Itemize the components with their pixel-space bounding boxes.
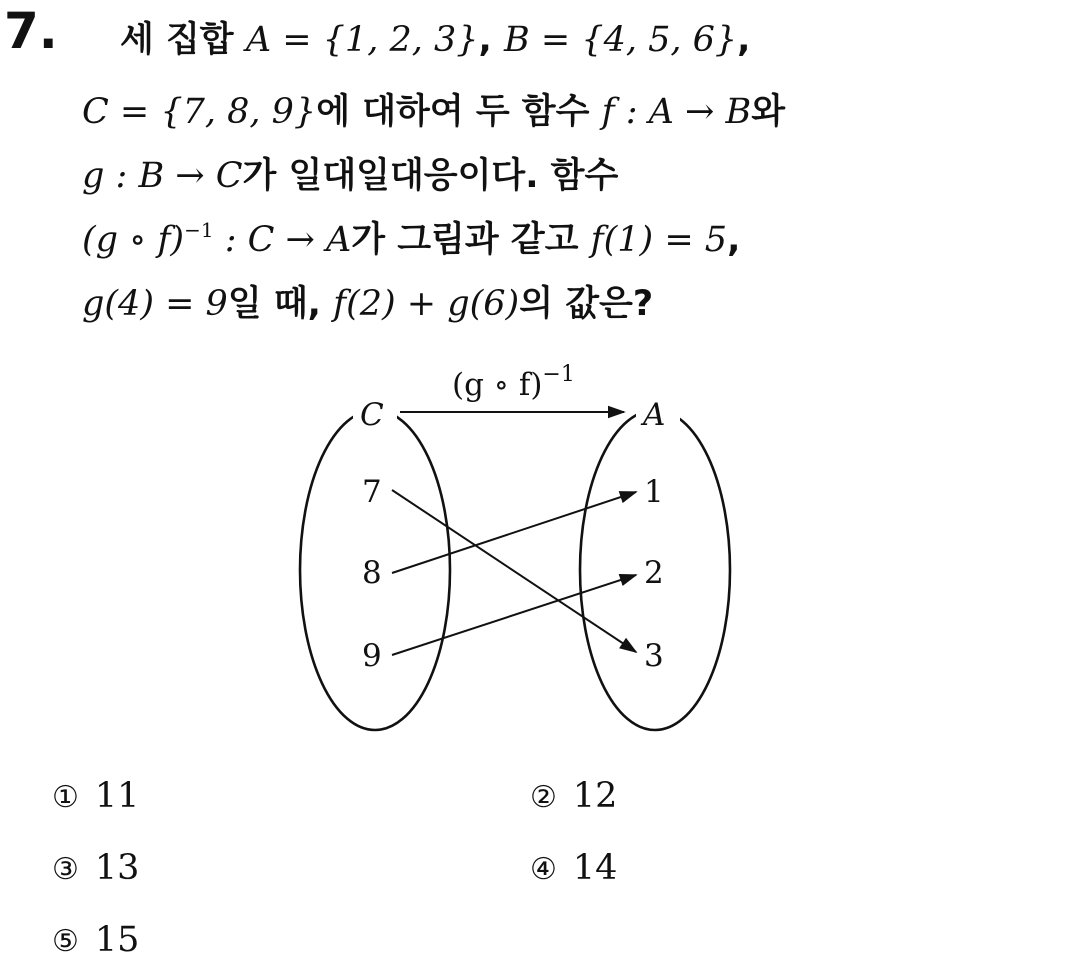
math: B = {4, 5, 6} xyxy=(504,20,738,60)
math: f(2) + g(6) xyxy=(333,284,520,324)
math: f : A → B xyxy=(601,92,752,132)
element-1: 1 xyxy=(644,474,664,510)
choice-1[interactable] xyxy=(52,776,139,816)
math: g : B → C xyxy=(82,156,243,196)
math: : C → A xyxy=(213,220,352,260)
set-c-name: C xyxy=(360,397,384,433)
choice-4[interactable] xyxy=(530,848,617,888)
text: , xyxy=(737,20,751,60)
choice-value: 12 xyxy=(572,776,618,816)
choice-5[interactable] xyxy=(52,920,139,960)
math: g(4) = 9 xyxy=(82,284,228,324)
text: 에 대하여 두 함수 xyxy=(316,92,602,132)
choice-value: 14 xyxy=(572,848,618,888)
choice-value: 15 xyxy=(94,920,140,960)
choice-2[interactable] xyxy=(530,776,617,816)
element-3: 3 xyxy=(644,638,664,674)
choice-mark: ② xyxy=(530,780,557,815)
element-9: 9 xyxy=(362,638,382,674)
text: 가 일대일대응이다. 함수 xyxy=(242,156,619,196)
element-2: 2 xyxy=(644,555,664,591)
choice-mark: ④ xyxy=(530,852,557,887)
choice-mark: ⑤ xyxy=(52,924,79,959)
choice-3[interactable] xyxy=(52,848,139,888)
text: , xyxy=(727,220,741,260)
math: (g ∘ f) xyxy=(82,220,185,260)
text: 일 때, xyxy=(227,284,334,324)
choice-mark: ① xyxy=(52,780,79,815)
element-8: 8 xyxy=(362,555,382,591)
choice-value: 13 xyxy=(94,848,140,888)
set-a-name: A xyxy=(643,397,666,433)
math-superscript: −1 xyxy=(184,218,214,242)
arrow-8-to-1 xyxy=(392,492,636,573)
text: 세 집합 xyxy=(120,20,246,60)
math: A = {1, 2, 3} xyxy=(245,20,479,60)
math: f(1) = 5 xyxy=(590,220,728,260)
arrow-9-to-2 xyxy=(392,575,636,655)
composite-function-label: (g ∘ f)$^{-1}$ xyxy=(452,362,575,403)
math: C = {7, 8, 9} xyxy=(82,92,317,132)
question-number: 7. xyxy=(4,2,58,60)
element-7: 7 xyxy=(362,474,382,510)
choice-value: 11 xyxy=(94,776,140,816)
text: , xyxy=(478,20,504,60)
choice-mark: ③ xyxy=(52,852,79,887)
text: 가 그림과 같고 xyxy=(351,220,591,260)
text: 의 값은? xyxy=(519,284,654,324)
arrow-7-to-3 xyxy=(392,490,636,652)
text: 와 xyxy=(751,92,786,132)
